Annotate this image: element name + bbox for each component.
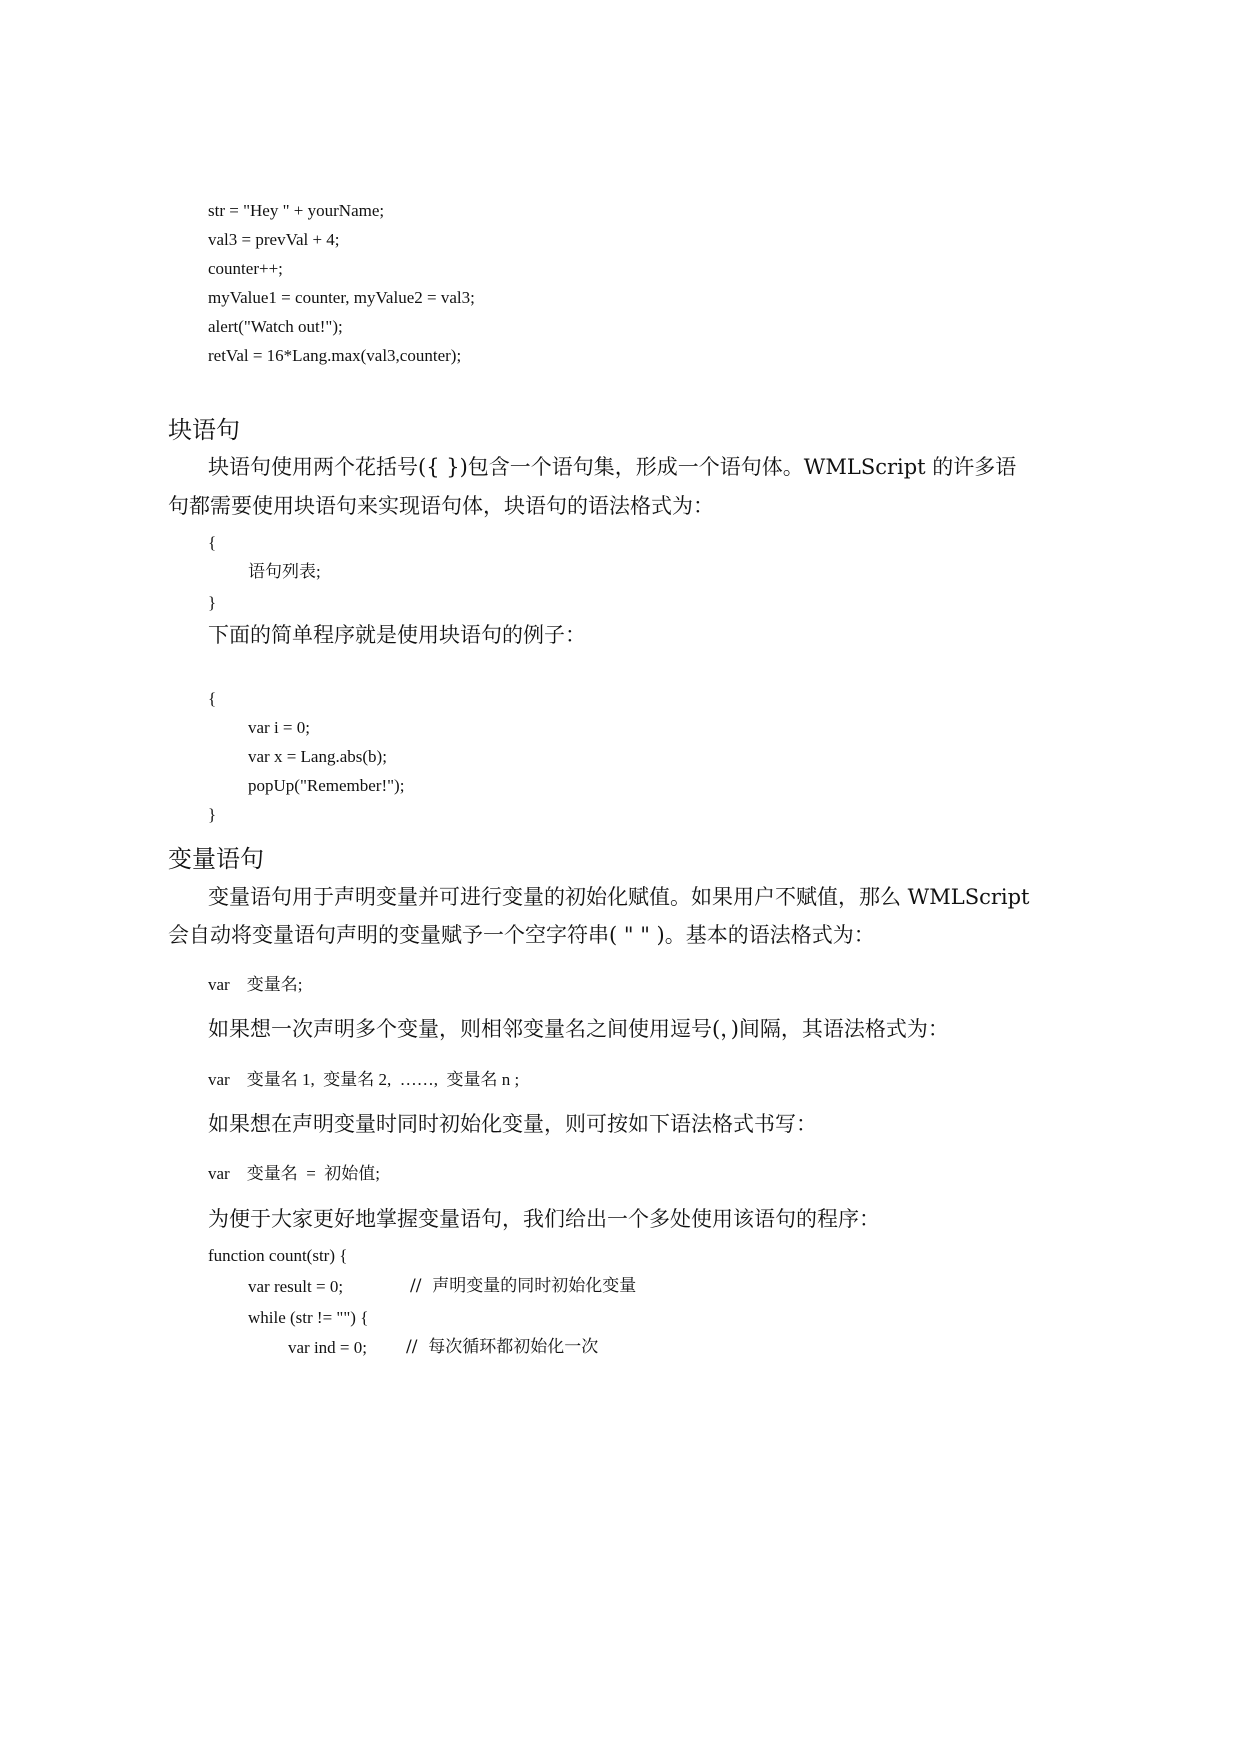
code-line: str = "Hey " + yourName; xyxy=(208,201,385,220)
syntax-line: var 变量名 = 初始值; xyxy=(208,1164,381,1183)
section-heading-block: 块语句 xyxy=(168,416,240,444)
code-line: var i = 0; xyxy=(248,718,310,737)
code-line: retVal = 16*Lang.max(val3,counter); xyxy=(208,346,462,365)
syntax-line: 语句列表; xyxy=(248,562,321,581)
code-line: function count(str) { xyxy=(208,1246,348,1265)
syntax-line: { xyxy=(208,533,217,552)
code-line: var result = 0; xyxy=(248,1277,344,1296)
paragraph-line: 会自动将变量语句声明的变量赋予一个空字符串( " " )。基本的语法格式为： xyxy=(168,923,875,947)
code-line: popUp("Remember!"); xyxy=(248,776,405,795)
code-line: while (str != "") { xyxy=(248,1308,369,1327)
paragraph-line: 如果想一次声明多个变量，则相邻变量名之间使用逗号(，)间隔，其语法格式为： xyxy=(208,1017,949,1041)
syntax-line: var 变量名; xyxy=(208,975,303,994)
code-line: myValue1 = counter, myValue2 = val3; xyxy=(208,288,475,307)
paragraph-line: 变量语句用于声明变量并可进行变量的初始化赋值。如果用户不赋值，那么 WMLScript xyxy=(208,885,1030,909)
paragraph-line: 如果想在声明变量时同时初始化变量，则可按如下语法格式书写： xyxy=(208,1112,817,1136)
paragraph-line: 为便于大家更好地掌握变量语句，我们给出一个多处使用该语句的程序： xyxy=(208,1207,880,1231)
section-heading-var: 变量语句 xyxy=(168,845,264,873)
paragraph-line: 句都需要使用块语句来实现语句体，块语句的语法格式为： xyxy=(168,494,714,518)
paragraph-line: 块语句使用两个花括号({ })包含一个语句集，形成一个语句体。WMLScript 的许多语 xyxy=(208,455,1017,479)
code-comment: // 声明变量的同时初始化变量 xyxy=(410,1276,637,1296)
code-line: val3 = prevVal + 4; xyxy=(208,230,340,249)
code-line: } xyxy=(208,805,217,824)
syntax-line: var 变量名 1, 变量名 2, ……, 变量名 n ; xyxy=(208,1070,520,1089)
syntax-line: } xyxy=(208,593,217,612)
code-line: alert("Watch out!"); xyxy=(208,317,343,336)
code-line: var x = Lang.abs(b); xyxy=(248,747,387,766)
code-line: counter++; xyxy=(208,259,283,278)
example-intro: 下面的简单程序就是使用块语句的例子： xyxy=(208,623,586,647)
code-comment: // 每次循环都初始化一次 xyxy=(406,1337,599,1357)
code-line: { xyxy=(208,689,217,708)
code-line: var ind = 0; xyxy=(288,1338,367,1357)
